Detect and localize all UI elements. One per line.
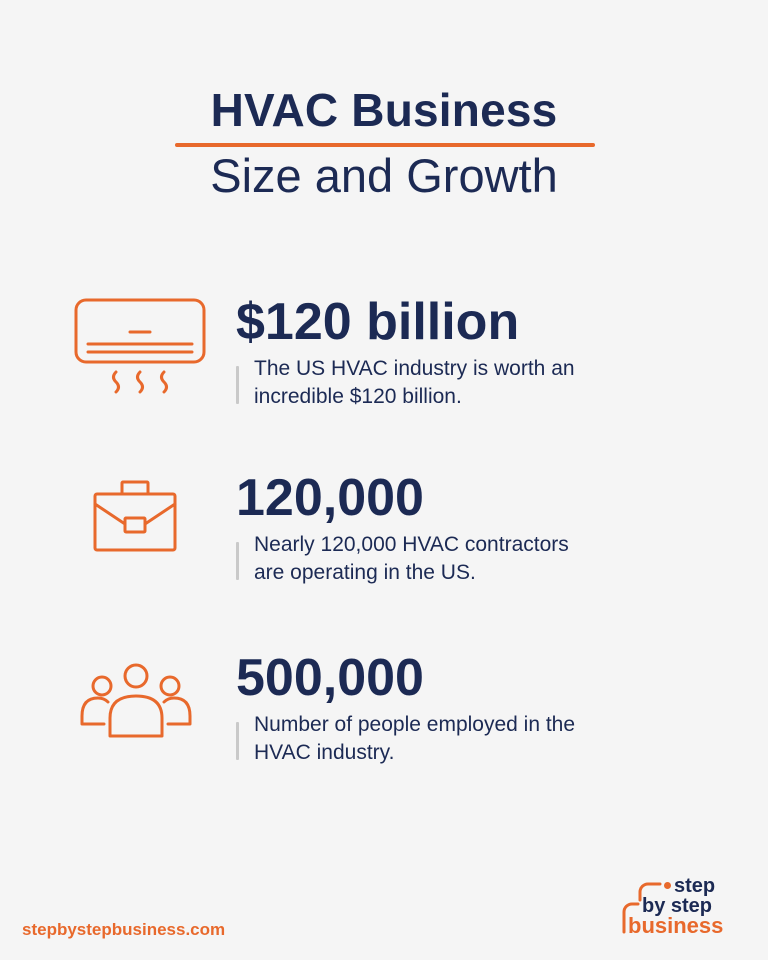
stat-description-line: are operating in the US. bbox=[254, 561, 476, 584]
stat-value: $120 billion bbox=[236, 293, 520, 351]
stat-divider bbox=[236, 722, 239, 760]
people-group-icon bbox=[80, 662, 192, 740]
stat-description-line: HVAC industry. bbox=[254, 741, 395, 764]
stat-description-line: Nearly 120,000 HVAC contractors bbox=[254, 533, 569, 556]
logo-text-business: business bbox=[628, 913, 724, 938]
stat-employment bbox=[0, 648, 768, 798]
page-subtitle: Size and Growth bbox=[210, 149, 558, 202]
stat-contractors bbox=[0, 468, 768, 618]
air-conditioner-icon bbox=[72, 294, 208, 394]
footer-url[interactable]: stepbystepbusiness.com bbox=[22, 920, 226, 939]
title-underline bbox=[175, 143, 595, 147]
logo-dot bbox=[664, 882, 671, 889]
brand-logo bbox=[620, 870, 750, 942]
stat-divider bbox=[236, 542, 239, 580]
stat-value: 500,000 bbox=[236, 649, 424, 707]
logo-text-step: step bbox=[674, 875, 716, 897]
logo-text-by-step: by step bbox=[642, 895, 713, 917]
stat-divider bbox=[236, 366, 239, 404]
briefcase-icon bbox=[92, 478, 178, 554]
page-title: HVAC Business bbox=[210, 84, 558, 136]
stat-description-line: Number of people employed in the bbox=[254, 713, 576, 736]
stat-description-line: The US HVAC industry is worth an bbox=[254, 357, 575, 380]
stat-industry-worth bbox=[0, 292, 768, 442]
stat-description bbox=[254, 711, 694, 767]
stat-value: 120,000 bbox=[236, 469, 424, 527]
stat-description bbox=[254, 531, 694, 587]
stat-description bbox=[254, 355, 694, 411]
title-block bbox=[0, 82, 768, 138]
stat-description-line: incredible $120 billion. bbox=[254, 385, 462, 408]
